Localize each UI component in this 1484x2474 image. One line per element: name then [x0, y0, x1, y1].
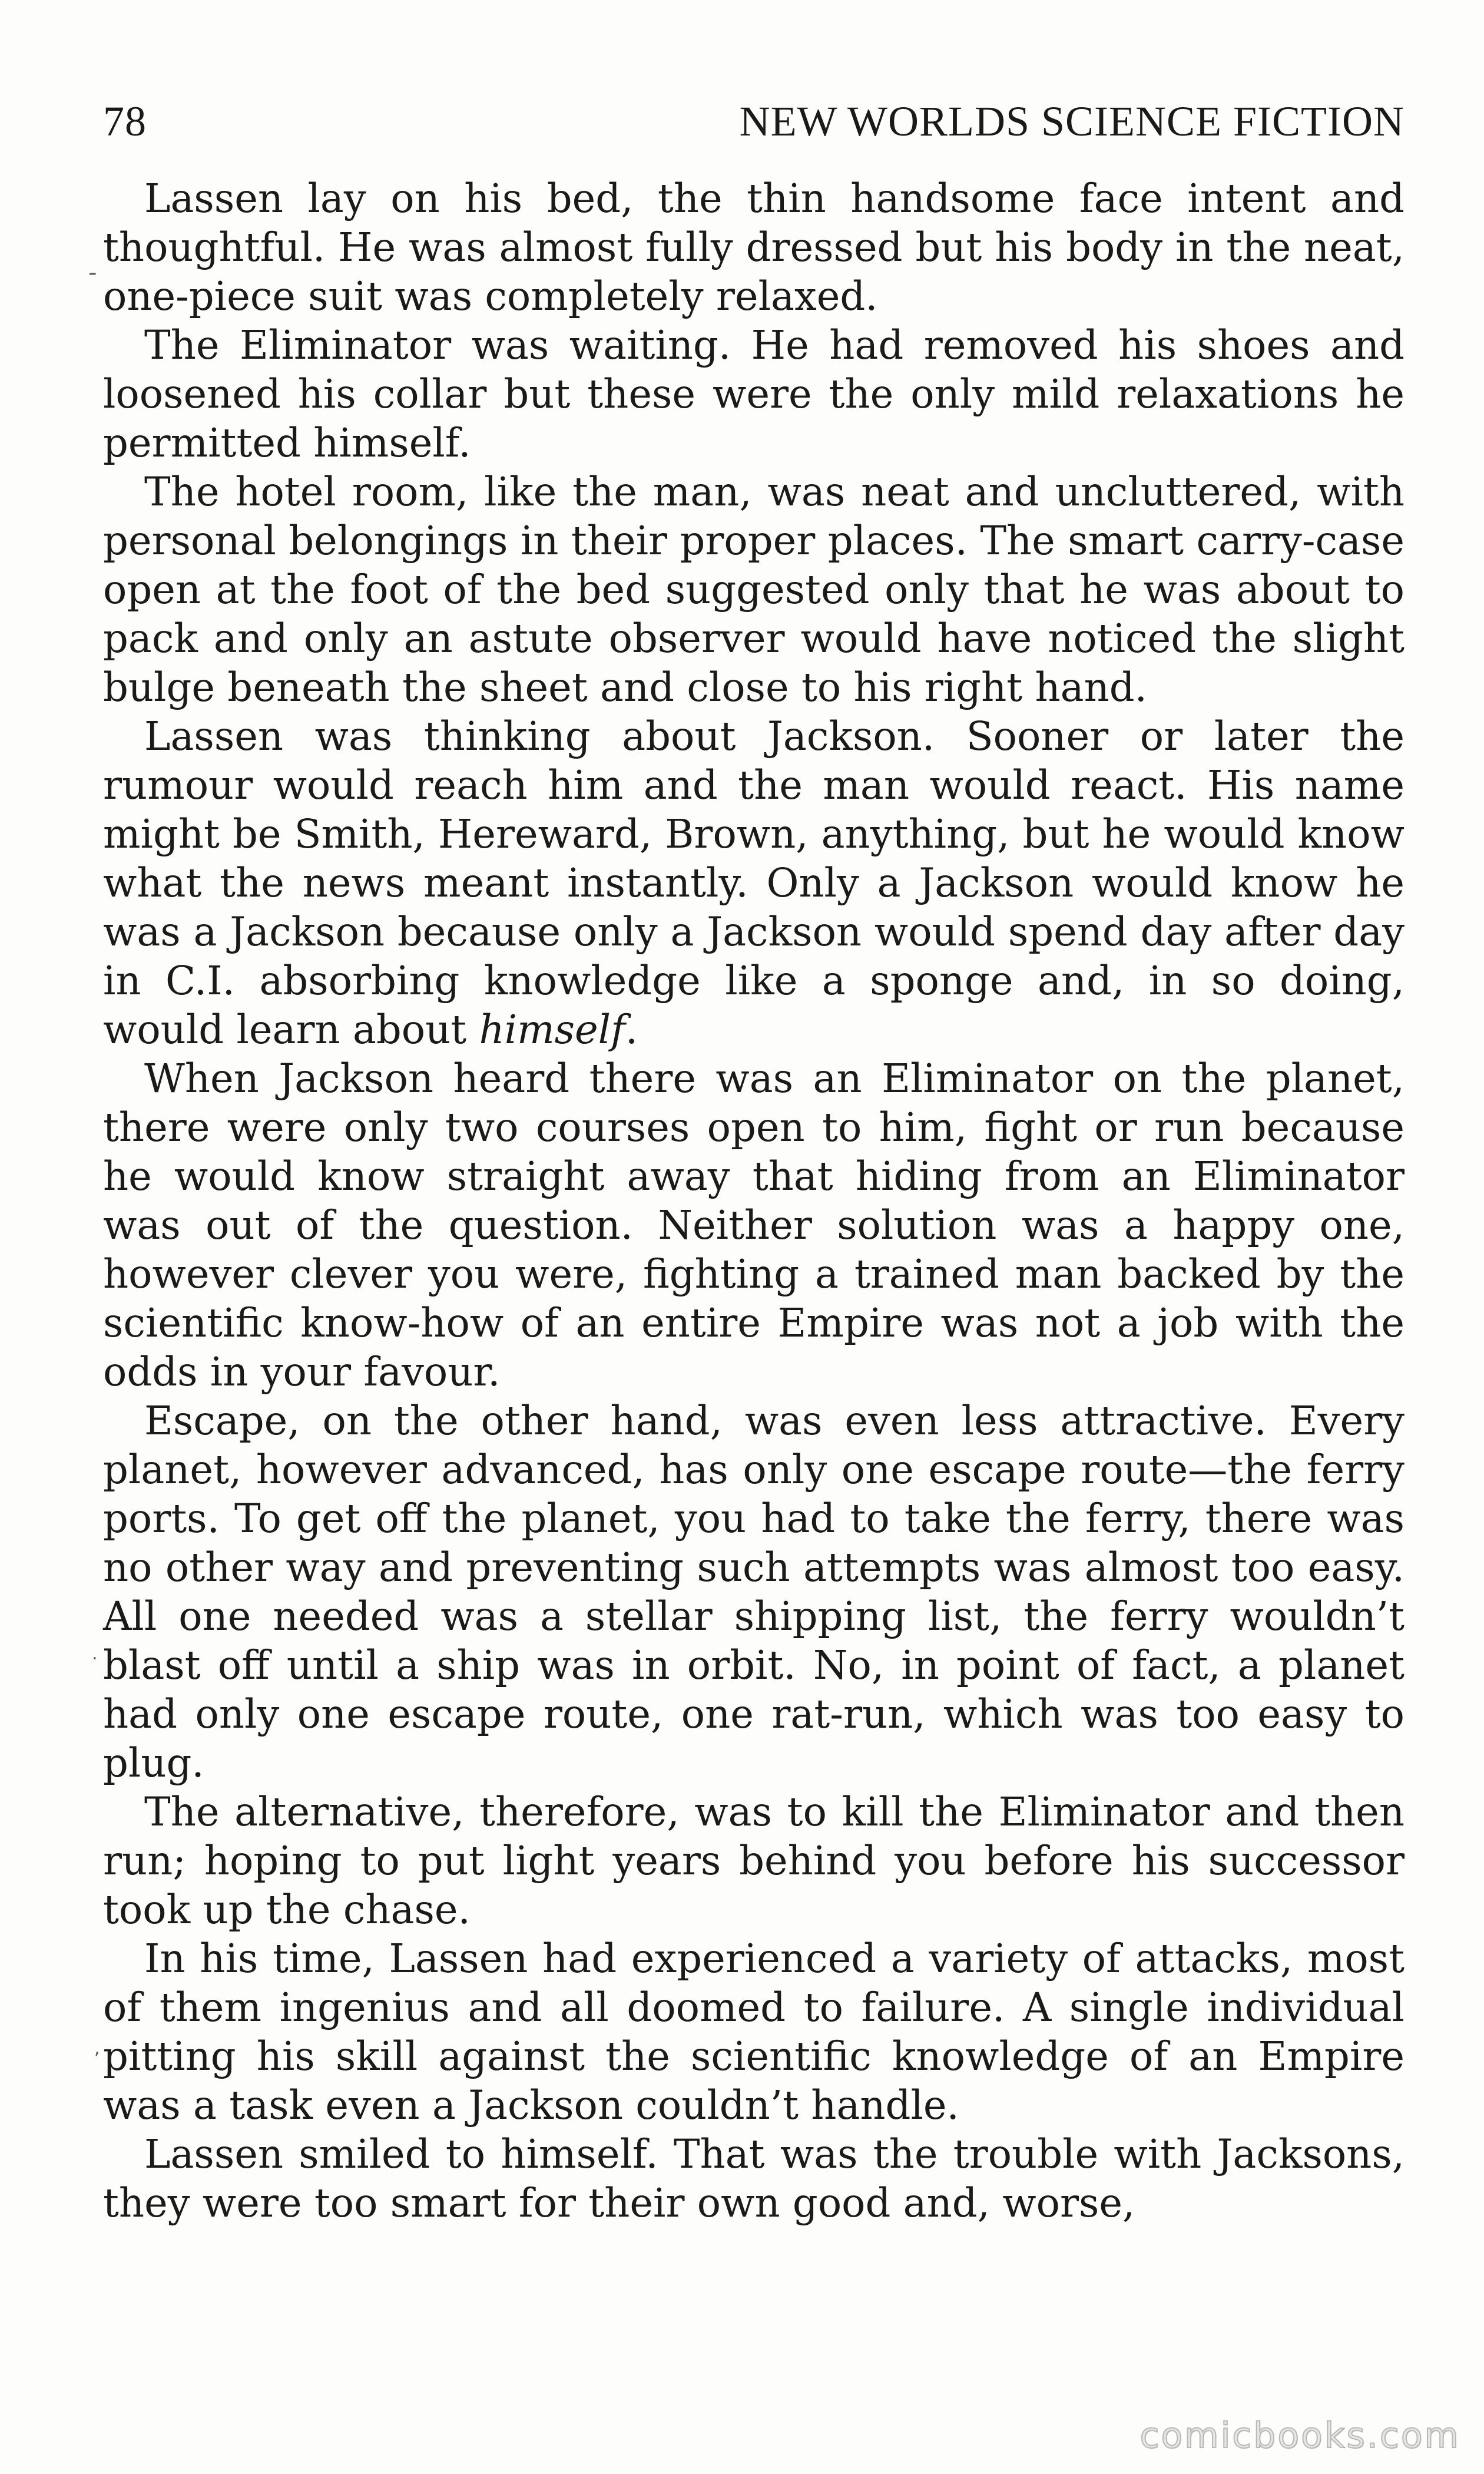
paragraph: In his time, Lassen had experienced a variety of attacks, most of them ingenius and all doomed to failure. A single individual pitting his skill against the scientific knowledge of an Empire was a task even a Jackson couldn’t handle.	[103, 1936, 1404, 2128]
margin-mark: ,	[94, 2038, 100, 2059]
paragraph: Lassen smiled to himself. That was the trouble with Jacksons, they were too smart for their own good and, worse,	[103, 2131, 1404, 2226]
story-text	[103, 174, 1404, 2228]
paragraph: Lassen was thinking about Jackson. Sooner or later the rumour would reach him and the man would react. His name might be Smith, Hereward, Brown, anything, but he would know what the news meant instantly. Only a Jackson would know he was a Jackson because only a Jackson would spend day after day in C.I. absorbing knowledge like a sponge and, in so doing, would learn about himself.	[103, 713, 1404, 1053]
margin-mark: .	[92, 1643, 98, 1664]
paragraph: When Jackson heard there was an Eliminator on the planet, there were only two courses open to him, fight or run because he would know straight away that hiding from an Eliminator was out of the question. Neither solution was a happy one, however clever you were, fighting a trained man backed by the scientific know-how of an entire Empire was not a job with the odds in your favour.	[103, 1056, 1404, 1395]
emphasis: himself	[479, 1007, 625, 1053]
paragraph: The Eliminator was waiting. He had removed his shoes and loosened his collar but these were the only mild relaxations he permitted himself.	[103, 322, 1404, 466]
paragraph: Escape, on the other hand, was even less attractive. Every planet, however advanced, has only one escape route—the ferry ports. To get off the planet, you had to take the ferry, there was no other way and preventing such attempts was almost too easy. All one needed was a stellar shipping list, the ferry wouldn’t blast off until a ship was in orbit. No, in point of fact, a planet had only one escape route, one rat-run, which was too easy to plug.	[103, 1398, 1404, 1786]
paragraph: The hotel room, like the man, was neat and uncluttered, with personal belongings in their proper places. The smart carry-case open at the foot of the bed suggested only that he was about to pack and only an astute observer would have noticed the slight bulge beneath the sheet and close to his right hand.	[103, 469, 1404, 710]
paragraph: The alternative, therefore, was to kill the Eliminator and then run; hoping to put light years behind you before his successor took up the chase.	[103, 1789, 1404, 1933]
paragraph: Lassen lay on his bed, the thin handsome face intent and thoughtful. He was almost fully dressed but his body in the neat, one-piece suit was completely relaxed.	[103, 176, 1404, 319]
book-page	[103, 100, 1404, 2339]
watermark: comicbooks.com	[1140, 2415, 1460, 2456]
running-head: NEW WORLDS SCIENCE FICTION	[739, 98, 1404, 145]
margin-mark: -	[88, 259, 97, 286]
page-header	[103, 100, 1404, 143]
page-number: 78	[103, 98, 147, 145]
